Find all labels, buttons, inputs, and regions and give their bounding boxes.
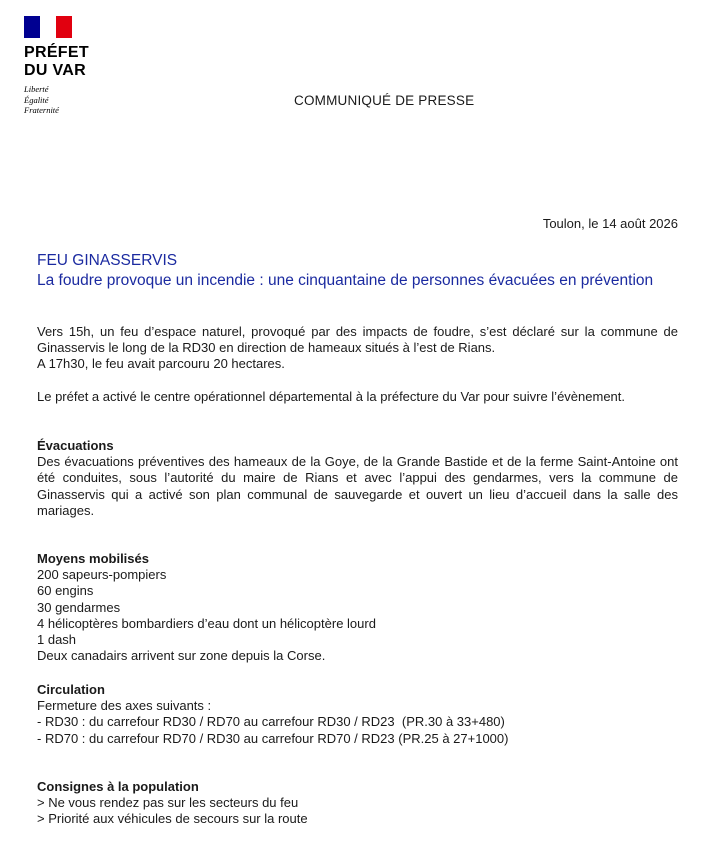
moyens-item: 60 engins — [37, 583, 94, 599]
logo-line-2: DU VAR — [24, 62, 86, 79]
consignes-section — [37, 779, 678, 828]
french-flag-icon — [24, 16, 72, 38]
moyens-item: 30 gendarmes — [37, 599, 121, 615]
document-type-heading: COMMUNIQUÉ DE PRESSE — [294, 93, 475, 108]
circulation-heading: Circulation — [37, 682, 105, 697]
moyens-item: 1 dash — [37, 632, 77, 648]
intro-paragraph-2: A 17h30, le feu avait parcouru 20 hectares. — [37, 356, 285, 372]
logo-line-1: PRÉFET — [24, 44, 89, 61]
motto-liberte: Liberté — [24, 84, 49, 94]
intro-paragraph-1: Vers 15h, un feu d’espace naturel, provoqué par des impacts de foudre, s’est déclaré sur la commune de Ginasservis le long de la RD30 en direction de hameaux situés à l’est de Rians. — [37, 324, 678, 356]
moyens-section — [37, 551, 678, 664]
circulation-item: - RD30 : du carrefour RD30 / RD70 au carrefour RD30 / RD23 (PR.30 à 33+480) — [37, 714, 505, 730]
title-line-1: FEU GINASSERVIS — [37, 252, 178, 269]
intro-paragraph-3: Le préfet a activé le centre opérationnel départemental à la préfecture du Var pour suivre l’évènement. — [37, 389, 625, 404]
evacuations-section — [37, 438, 678, 519]
moyens-item: 4 hélicoptères bombardiers d’eau dont un hélicoptère lourd — [37, 615, 376, 631]
prefect-section — [37, 389, 678, 405]
moyens-item: Deux canadairs arrivent sur zone depuis la Corse. — [37, 648, 326, 664]
evacuations-heading: Évacuations — [37, 438, 114, 453]
logo-title — [24, 44, 89, 80]
document-date: Toulon, le 14 août 2026 — [542, 216, 678, 231]
consignes-heading: Consignes à la population — [37, 779, 199, 794]
press-release-title — [37, 251, 678, 291]
circulation-section — [37, 682, 678, 747]
prefet-du-var-logo — [24, 16, 89, 116]
moyens-heading: Moyens mobilisés — [37, 551, 149, 566]
circulation-intro: Fermeture des axes suivants : — [37, 698, 212, 714]
evacuations-text: Des évacuations préventives des hameaux de la Goye, de la Grande Bastide et de la ferme Saint-Antoine ont été conduites, sous l’autorité du maire de Rians et avec l’appui des gendarmes, vers la commune de Ginasservis qui a activé son plan communal de sauvegarde et ouvert un lieu d’accueil dans la salle des mariages. — [37, 454, 678, 518]
motto-fraternite: Fraternité — [24, 105, 59, 115]
republic-motto — [24, 84, 89, 116]
consignes-item: > Ne vous rendez pas sur les secteurs du feu — [37, 795, 299, 811]
motto-egalite: Égalité — [24, 94, 49, 105]
consignes-item: > Priorité aux véhicules de secours sur la route — [37, 811, 308, 827]
circulation-item: - RD70 : du carrefour RD70 / RD30 au carrefour RD70 / RD23 (PR.25 à 27+1000) — [37, 730, 509, 746]
moyens-item: 200 sapeurs-pompiers — [37, 567, 167, 583]
intro-section — [37, 324, 678, 373]
title-line-2: La foudre provoque un incendie : une cinquantaine de personnes évacuées en prévention — [37, 272, 654, 289]
